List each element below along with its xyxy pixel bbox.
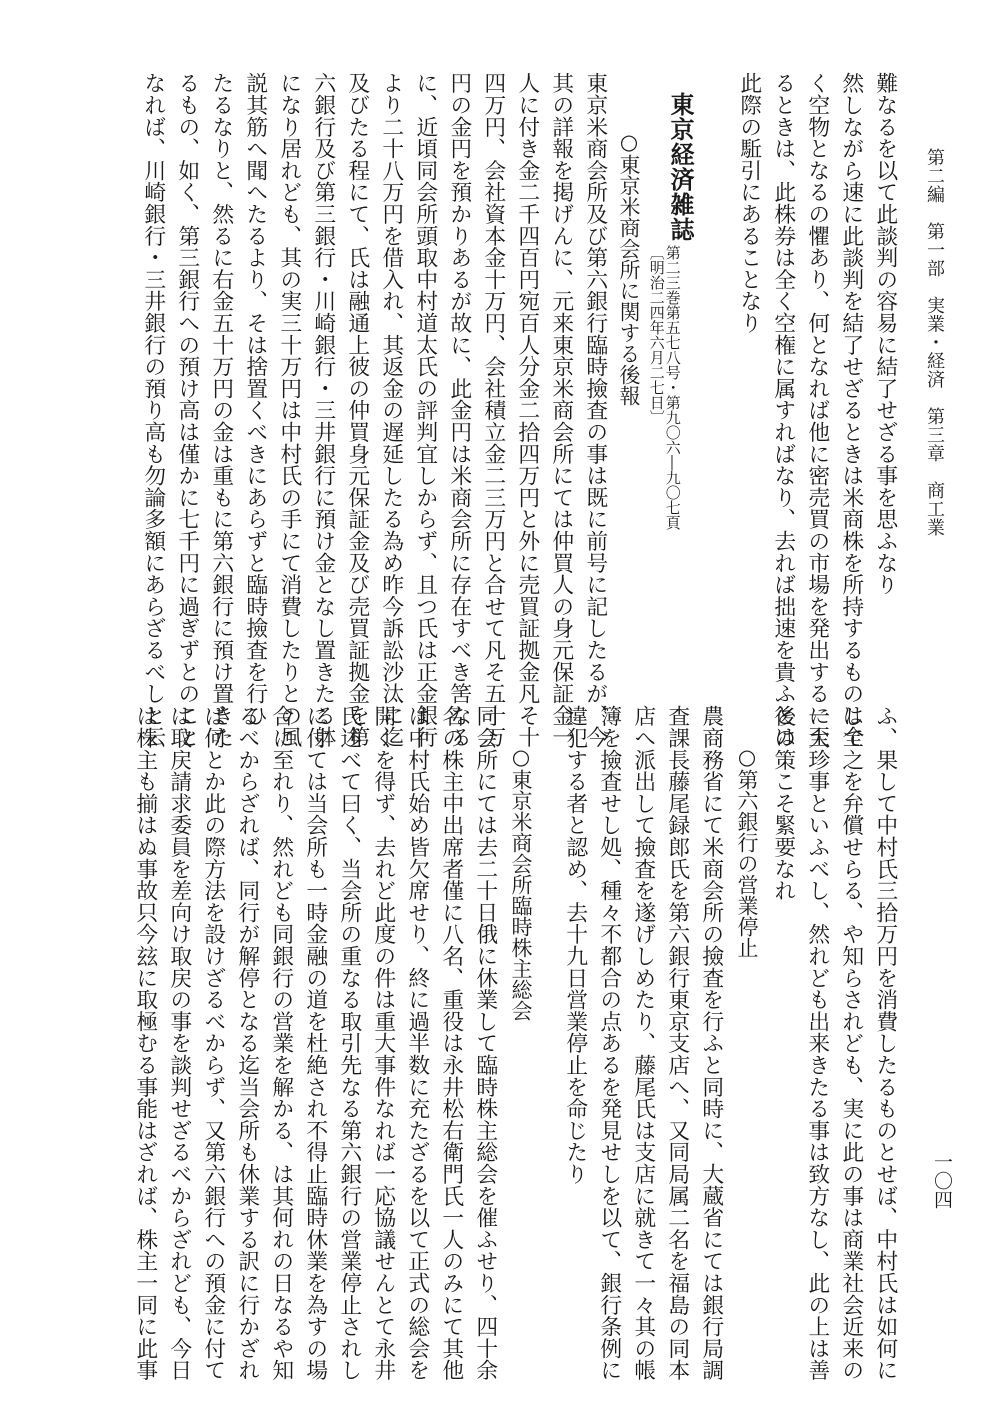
text-column: 合に至れり、然れども同銀行の営業を解かる、は其何れの日なるや知 [268,705,294,1381]
text-column: 然しながら速に此談判を結了せざるときは米商株を所持するものは全 [838,72,864,748]
text-column: 四万円、会社資本金十万円、会社積立金二三万円と合せて凡そ五十万 [480,72,506,748]
text-column: 簿を撿査せし処、種々不都合の点あるを発見せしを以て、銀行条例に [596,705,622,1381]
text-column: ふ、果して中村氏三拾万円を消費したるものとせば、中村氏は如何に [872,705,898,1381]
text-column: 円の金円を預かりあるが故に、此金円は米商会所に存在すべき筈なる [446,72,472,748]
text-column: して之を弁償せらる、や知らされども、実に此の事は商業社会近来の [838,705,864,1381]
text-column: 開くを得ず、去れど此度の件は重大事件なれば一応協議せんとて永井 [370,705,396,1381]
text-column: 名の株主中出席者僅に八名、重役は永井松右衛門氏一人のみにて其他 [438,705,464,1381]
text-column: 及びたる程にて、氏は融通上彼の仲買身元保証金及び売買証拠金を第 [344,72,370,748]
text-column: は株主も揃はぬ事故只今玆に取極むる事能はざれば、株主一同に此事 [132,705,158,1381]
text-column: 店へ派出して撿査を遂げしめたり、藤尾氏は支店に就きて一々其の帳 [630,705,656,1381]
text-column: るときは、此株券は全く空権に属すればなり、去れば拙速を貴ふとは [770,72,796,748]
text-column: 査課長藤尾録郎氏を第六銀行東京支店へ、又同局属二名を福島の同本 [664,705,690,1381]
text-column: 難なるを以て此談判の容易に結了せざる事を思ふなり [872,72,898,596]
text-column: 後の策こそ緊要なれ [770,705,796,902]
text-column: 氏述べて曰く、当会所の重なる取引先なる第六銀行の営業停止されし [336,705,362,1381]
text-column: 其の詳報を掲げんに、元来東京米商会所にては仲買人の身元保証金一 [548,72,574,748]
text-column: 農商務省にて米商会所の撿査を行ふと同時に、大蔵省にては銀行局調 [698,705,724,1381]
text-column: 一大珍事といふべし、然れども出来きたる事は致方なし、此の上は善 [804,705,830,1381]
text-column: なれば、川崎銀行・三井銀行の預り高も勿論多額にあらざるべしと云 [140,72,166,748]
running-head: 第二編 第一部 実業・経済 第三章 商工業 [924,148,945,537]
article-heading: ○東京米商会所に関する後報 [617,130,641,406]
text-column: 此際の駈引にあることなり [736,72,762,334]
page-number: 一〇四 [931,1152,953,1209]
text-column: に、近頃同会所頭取中村道太氏の評判宜しからず、且つ氏は正金銀行 [412,72,438,748]
text-column: 六銀行及び第三銀行・川崎銀行・三井銀行に預け金となし置きたる躰 [310,72,336,748]
article-heading: ○東京米商会所臨時株主総会 [509,745,533,1021]
text-column: は中村氏始め皆欠席せり、終に過半数に充たざるを以て正式の総会を [404,705,430,1381]
text-column: るもの、如く、第三銀行への預け高は僅かに七千円に過ぎずとのこと [174,72,200,748]
text-column: より二十八万円を借入れ、其返金の遅延したる為め昨今訴訟沙汰に迄 [378,72,404,748]
text-column: たるなりと、然るに右金五十万円の金は重もに第六銀行に預け置きた [208,72,234,748]
text-column: ば何とか此の際方法を設けざるべからず、又第六銀行への預金に付て [200,705,226,1381]
source-citation: 第二三巻第五七八号・第九〇六―九〇七頁 [663,245,682,530]
text-column: 東京米商会所及び第六銀行臨時撿査の事は既に前号に記したるが、今 [582,72,608,748]
text-column: 説其筋へ聞へたるより、そは捨置くべきにあらずと臨時撿査を行ひ [242,72,268,726]
source-citation-date: 〔明治二四年六月二七日〕 [647,245,666,425]
text-column: になり居れども、其の実三十万円は中村氏の手にて消費したりとの風 [276,72,302,748]
text-column: 違犯する者と認め、去十九日営業停止を命じたり [562,705,588,1185]
text-column: るべからざれば、同行が解停となる迄当会所も休業する訳に行かざれ [234,705,260,1381]
text-column: 人に付き金二千四百円宛百人分金二拾四万円と外に売買証拠金凡そ十 [514,72,540,748]
text-column: く空物となるの懼あり、何となれば他に密売買の市場を発出するに至 [804,72,830,748]
text-column: は取戻請求委員を差向け取戻の事を談判せざるべからざれども、今日 [166,705,192,1381]
section-title: 東京経済雑誌 [666,92,695,242]
article-heading: ○第六銀行の営業停止 [735,745,759,958]
text-column: に付ては当会所も一時金融の道を杜絶され不得止臨時休業を為すの場 [302,705,328,1381]
text-column: 同会所にては去二十日俄に休業して臨時株主総会を催ふせり、四十余 [472,705,498,1381]
